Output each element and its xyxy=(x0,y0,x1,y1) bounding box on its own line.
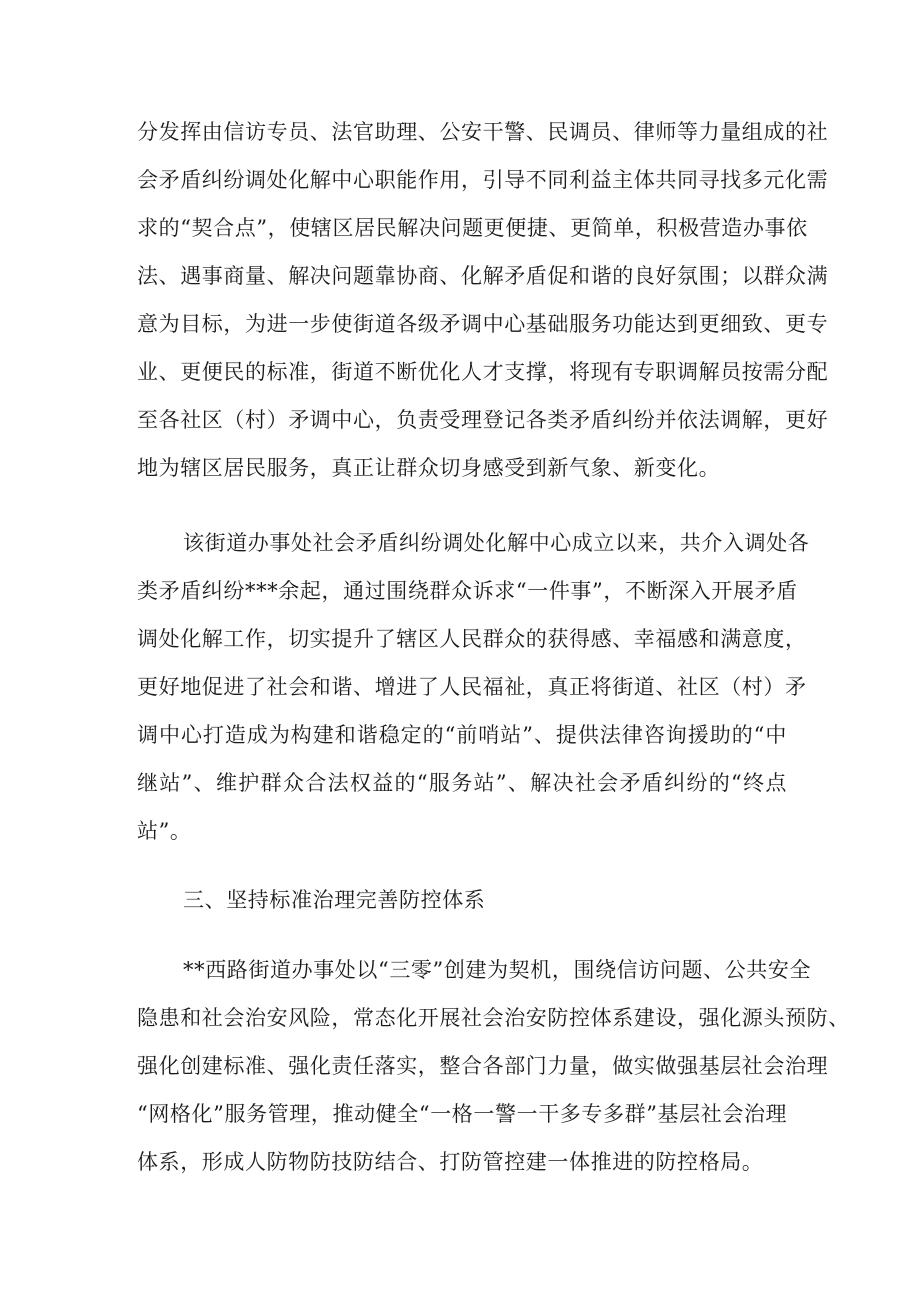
paragraph-1-line-7: 至各社区（村）矛调中心，负责受理登记各类矛盾纠纷并依法调解，更好 xyxy=(137,408,829,432)
paragraph-3-line-3: 强化创建标准、强化责任落实，整合各部门力量，做实做强基层社会治理 xyxy=(137,1054,829,1078)
paragraph-1-line-2: 会矛盾纠纷调处化解中心职能作用，引导不同利益主体共同寻找多元化需 xyxy=(137,168,829,192)
paragraph-1-line-8: 地为辖区居民服务，真正让群众切身感受到新气象、新变化。 xyxy=(137,456,721,480)
paragraph-1-line-3: 求的“契合点”，使辖区居民解决问题更便捷、更简单，积极营造办事依 xyxy=(137,216,808,240)
paragraph-3-line-2: 隐患和社会治安风险，常态化开展社会治安防控体系建设，强化源头预防、 xyxy=(137,1006,850,1030)
paragraph-3-line-5: 体系，形成人防物防技防结合、打防管控建一体推进的防控格局。 xyxy=(137,1150,764,1174)
section-heading-3: 三、坚持标准治理完善防控体系 xyxy=(183,888,486,912)
paragraph-2-line-1: 该街道办事处社会矛盾纠纷调处化解中心成立以来，共介入调处各 xyxy=(183,531,810,555)
paragraph-2-line-2: 类矛盾纠纷***余起，通过围绕群众诉求“一件事”，不断深入开展矛盾 xyxy=(137,579,798,603)
paragraph-2-line-3: 调处化解工作，切实提升了辖区人民群众的获得感、幸福感和满意度， xyxy=(137,627,807,651)
paragraph-3-line-1: **西路街道办事处以“三零”创建为契机，围绕信访问题、公共安全 xyxy=(183,958,812,982)
paragraph-3-line-4: “网格化”服务管理，推动健全“一格一警一干多专多群”基层社会治理 xyxy=(137,1102,788,1126)
paragraph-1-line-5: 意为目标，为进一步使街道各级矛调中心基础服务功能达到更细致、更专 xyxy=(137,312,829,336)
paragraph-2-line-4: 更好地促进了社会和谐、增进了人民福祉，真正将街道、社区（村）矛 xyxy=(137,675,807,699)
paragraph-1-line-6: 业、更便民的标准，街道不断优化人才支撑，将现有专职调解员按需分配 xyxy=(137,360,829,384)
paragraph-2-line-6: 继站”、维护群众合法权益的“服务站”、解决社会矛盾纠纷的“终点 xyxy=(137,771,787,795)
paragraph-2-line-5: 调中心打造成为构建和谐稳定的“前哨站”、提供法律咨询援助的“中 xyxy=(137,723,787,747)
paragraph-1-line-1: 分发挥由信访专员、法官助理、公安干警、民调员、律师等力量组成的社 xyxy=(137,120,829,144)
paragraph-2-line-7: 站”。 xyxy=(137,819,192,843)
paragraph-1-line-4: 法、遇事商量、解决问题靠协商、化解矛盾促和谐的良好氛围；以群众满 xyxy=(137,264,829,288)
